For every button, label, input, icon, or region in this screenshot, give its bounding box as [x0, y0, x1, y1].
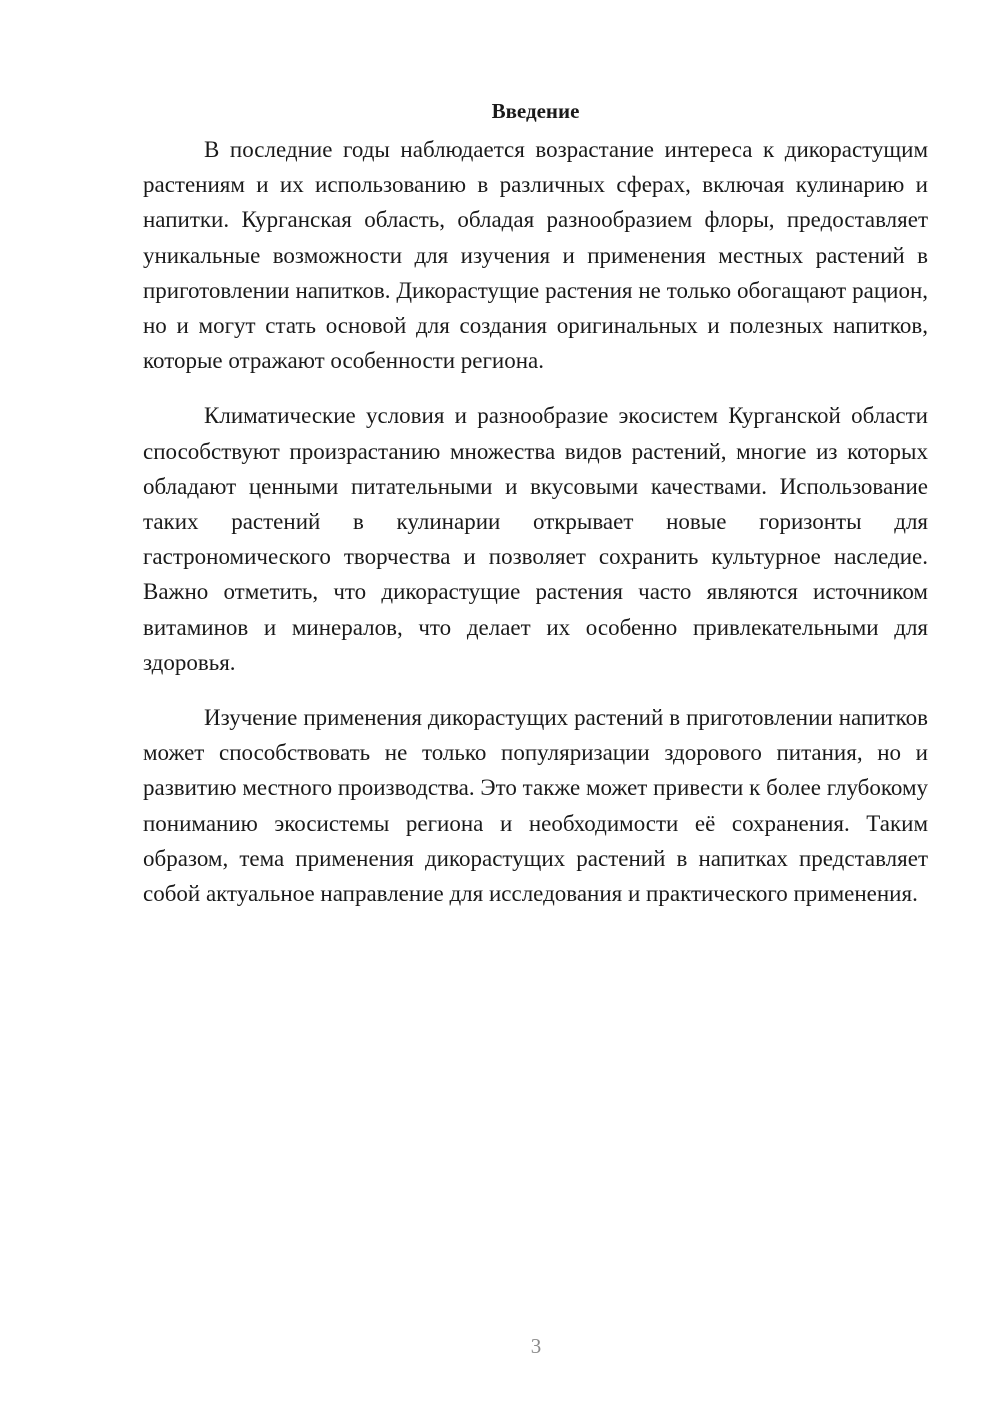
paragraph-1: В последние годы наблюдается возрастание интереса к дикорастущим растениям и их использованию в различных сферах, включая кулинарию и напитки. Курганская область, обладая разнообразием флоры, предоставляет уникальные возможности для изучения и применения местных растений в приготовлении напитков. Дикорастущие растения не только обогащают рацион, но и могут стать основой для создания оригинальных и полезных напитков, которые отражают особенности региона.: [143, 137, 928, 374]
section-title: Введение: [491, 99, 580, 123]
page-content: [143, 96, 928, 931]
paragraph-2: Климатические условия и разнообразие экосистем Курганской области способствуют произрастанию множества видов растений, многие из которых обладают ценными питательными и вкусовыми качествами. Использование таких растений в кулинарии открывает новые горизонты для гастрономического творчества и позволяет сохранить культурное наследие. Важно отметить, что дикорастущие растения часто являются источником витаминов и минералов, что делает их особенно привлекательными для здоровья.: [143, 403, 928, 675]
page-number: 3: [530, 1334, 542, 1358]
paragraph-3: Изучение применения дикорастущих растений в приготовлении напитков может способствовать не только популяризации здорового питания, но и развитию местного производства. Это также может привести к более глубокому пониманию экосистемы региона и необходимости её сохранения. Таким образом, тема применения дикорастущих растений в напитках представляет собой актуальное направление для исследования и практического применения.: [143, 705, 928, 907]
